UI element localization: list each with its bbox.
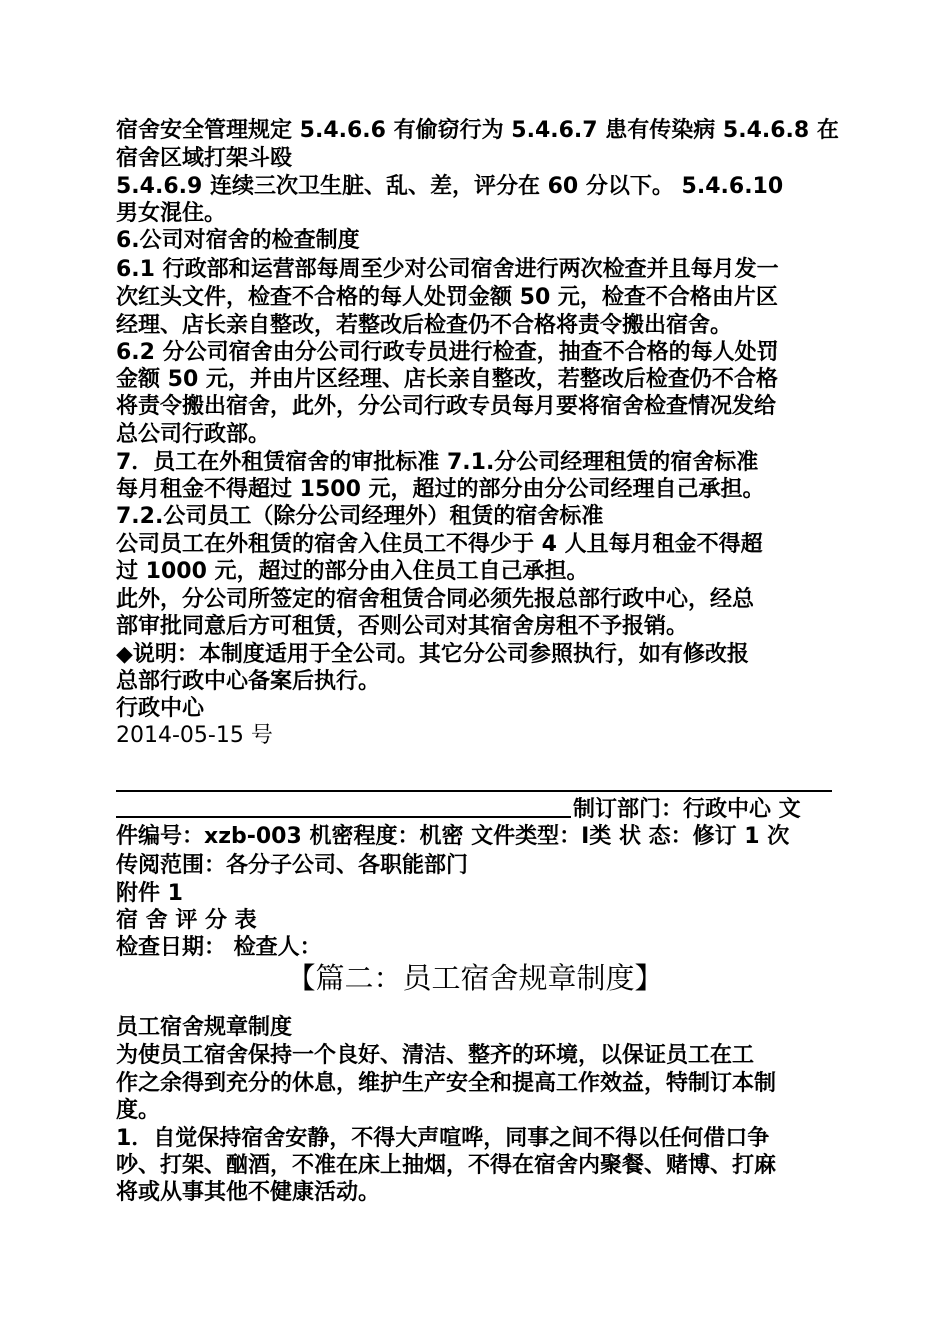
issuing-dept: 制订部门：行政中心 文: [573, 797, 801, 822]
text-line: 将责令搬出宿舍，此外，分公司行政专员每月要将宿舍检查情况发给: [116, 394, 777, 419]
text-line: 总公司行政部。: [116, 422, 271, 447]
text-line: 6.2 分公司宿舍由分公司行政专员进行检查，抽查不合格的每人处罚: [116, 340, 779, 365]
text-line: 经理、店长亲自整改，若整改后检查仍不合格将责令搬出宿舍。: [116, 313, 733, 338]
distribution-scope: 传阅范围：各分子公司、各职能部门: [116, 853, 469, 878]
text-line: 宿舍安全管理规定 5.4.6.6 有偷窃行为 5.4.6.7 患有传染病 5.4.6.8 在: [116, 118, 839, 143]
inspection-fields: 检查日期： 检查人：: [116, 935, 322, 960]
section-heading: 【篇二：员工宿舍规章制度】: [286, 961, 664, 995]
divider-line: [116, 790, 832, 792]
text-line: 将或从事其他不健康活动。: [116, 1180, 381, 1205]
text-line: 6.1 行政部和运营部每周至少对公司宿舍进行两次检查并且每月发一: [116, 257, 779, 282]
signature-dept: 行政中心: [116, 696, 205, 721]
text-line: 度。: [116, 1098, 161, 1123]
text-line: 1．自觉保持宿舍安静，不得大声喧哗，同事之间不得以任何借口争: [116, 1126, 770, 1151]
doc-meta: 件编号：xzb-003 机密程度：机密 文件类型：Ⅰ类 状 态：修订 1 次: [116, 824, 790, 849]
form-title: 宿 舍 评 分 表: [116, 908, 257, 933]
signature-date: 2014-05-15 号: [116, 723, 273, 748]
text-line: 次红头文件，检查不合格的每人处罚金额 50 元，检查不合格由片区: [116, 285, 778, 310]
note-line: ◆说明：本制度适用于全公司。其它分公司参照执行，如有修改报: [116, 642, 749, 667]
divider-line: [116, 816, 571, 818]
attachment-label: 附件 1: [116, 881, 183, 906]
text-line: 金额 50 元，并由片区经理、店长亲自整改，若整改后检查仍不合格: [116, 367, 778, 392]
text-line: 7.2.公司员工（除分公司经理外）租赁的宿舍标准: [116, 504, 604, 529]
text-line: 吵、打架、酗酒，不准在床上抽烟，不得在宿舍内聚餐、赌博、打麻: [116, 1153, 777, 1178]
text-line: 5.4.6.9 连续三次卫生脏、乱、差，评分在 60 分以下。 5.4.6.10: [116, 174, 784, 199]
text-line: 宿舍区域打架斗殴: [116, 146, 293, 171]
text-line: 男女混住。: [116, 201, 227, 226]
text-line: 作之余得到充分的休息，维护生产安全和提高工作效益，特制订本制: [116, 1071, 777, 1096]
text-line: 总部行政中心备案后执行。: [116, 669, 381, 694]
text-line: 部审批同意后方可租赁，否则公司对其宿舍房租不予报销。: [116, 614, 689, 639]
section-title: 员工宿舍规章制度: [116, 1015, 293, 1040]
text-line: 过 1000 元，超过的部分由入住员工自己承担。: [116, 559, 589, 584]
text-line: 此外，分公司所签定的宿舍租赁合同必须先报总部行政中心，经总: [116, 587, 755, 612]
text-line: 为使员工宿舍保持一个良好、清洁、整齐的环境，以保证员工在工: [116, 1043, 755, 1068]
text-line: 7．员工在外租赁宿舍的审批标准 7.1.分公司经理租赁的宿舍标准: [116, 450, 759, 475]
text-line: 每月租金不得超过 1500 元，超过的部分由分公司经理自己承担。: [116, 477, 765, 502]
text-line: 公司员工在外租赁的宿舍入住员工不得少于 4 人且每月租金不得超: [116, 532, 763, 557]
section-title: 6.公司对宿舍的检查制度: [116, 228, 360, 253]
